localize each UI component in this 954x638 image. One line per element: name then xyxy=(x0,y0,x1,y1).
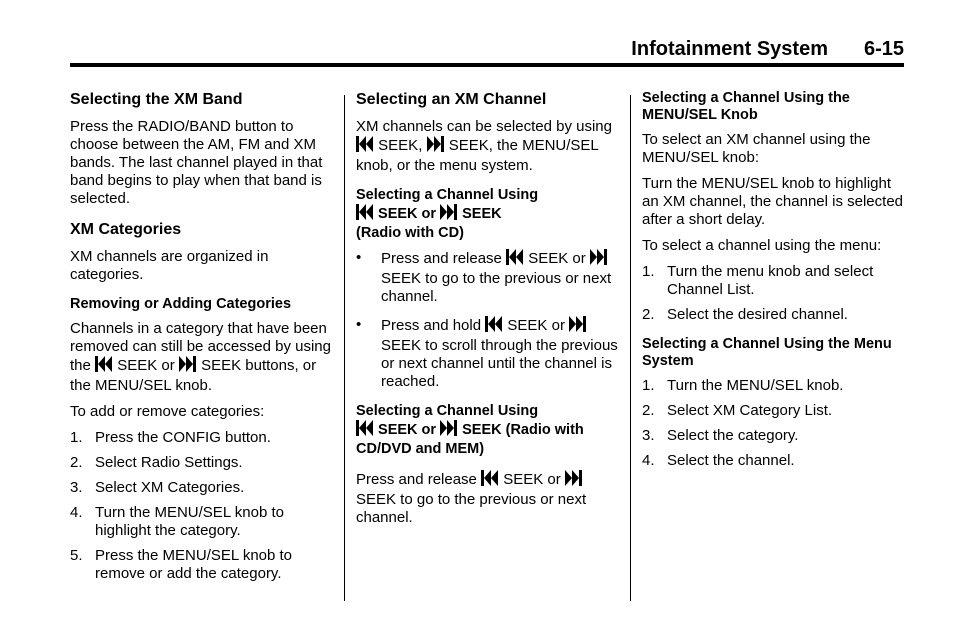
heading-menu-system: Selecting a Channel Using the Menu System xyxy=(642,336,892,369)
steps-list xyxy=(642,377,904,470)
list-item: 3. Select the category. xyxy=(642,427,799,444)
column-divider xyxy=(344,95,345,601)
seek-back-icon xyxy=(356,136,374,157)
seek-back-icon xyxy=(506,249,524,270)
page-header xyxy=(70,38,904,62)
seek-forward-icon xyxy=(565,470,583,491)
list-item: • Press and release SEEK or SEEK to go to the previous or next channel. xyxy=(356,249,612,305)
column-2 xyxy=(356,90,618,535)
paragraph: To select an XM channel using the MENU/SEL knob: xyxy=(642,131,871,166)
seek-back-icon xyxy=(95,356,113,377)
seek-forward-icon xyxy=(440,204,458,225)
column-1 xyxy=(70,90,335,591)
heading-remove-add: Removing or Adding Categories xyxy=(70,296,292,312)
seek-back-icon xyxy=(356,204,374,225)
steps-list xyxy=(70,429,335,583)
list-item: 4. Turn the MENU/SEL knob to highlight the category. xyxy=(70,504,284,539)
column-3 xyxy=(642,90,904,478)
seek-back-icon xyxy=(356,420,374,441)
text: SEEK buttons, or the MENU/SEL knob. xyxy=(70,357,317,394)
heading-seek-radio-cddvd: Selecting a Channel Using SEEK or SEEK (Radio with CD/DVD and MEM) xyxy=(356,403,584,457)
list-item: 1. Press the CONFIG button. xyxy=(70,429,271,446)
header-rule xyxy=(70,63,904,67)
heading-xm-categories: XM Categories xyxy=(70,221,182,238)
steps-list xyxy=(642,263,904,324)
paragraph: To add or remove categories: xyxy=(70,403,265,420)
column-divider xyxy=(630,95,631,601)
seek-forward-icon xyxy=(569,316,587,337)
page-number: 6-15 xyxy=(863,38,904,60)
list-item: 4. Select the channel. xyxy=(642,452,795,469)
paragraph: XM channels are organized in categories. xyxy=(70,248,269,283)
paragraph: Press the RADIO/BAND button to choose between the AM, FM and XM bands. The last channel played in that band begins to play when that band is selected. xyxy=(70,118,323,207)
heading-xm-band: Selecting the XM Band xyxy=(70,91,243,108)
heading-seek-radio-cd: Selecting a Channel Using SEEK or SEEK (Radio with CD) xyxy=(356,187,539,241)
paragraph: To select a channel using the menu: xyxy=(642,237,882,254)
seek-forward-icon xyxy=(427,136,445,157)
text: SEEK or xyxy=(117,357,175,374)
seek-forward-icon xyxy=(590,249,608,270)
bullet-list xyxy=(356,249,618,391)
list-item: 2. Select XM Category List. xyxy=(642,402,833,419)
list-item: 5. Press the MENU/SEL knob to remove or add the category. xyxy=(70,547,293,582)
heading-menusel-knob: Selecting a Channel Using the MENU/SEL Knob xyxy=(642,90,850,123)
heading-xm-channel: Selecting an XM Channel xyxy=(356,91,547,108)
list-item: 3. Select XM Categories. xyxy=(70,479,245,496)
list-item: 1. Turn the MENU/SEL knob. xyxy=(642,377,844,394)
text: Channels in a category that have been removed can still be accessed by using the xyxy=(70,320,331,374)
list-item: 2. Select Radio Settings. xyxy=(70,454,243,471)
paragraph xyxy=(70,320,335,395)
paragraph: Turn the MENU/SEL knob to highlight an XM channel, the channel is selected after a short delay. xyxy=(642,175,903,228)
paragraph: XM channels can be selected by using SEEK, SEEK, the MENU/SEL knob, or the menu system. xyxy=(356,118,612,174)
seek-back-icon xyxy=(481,470,499,491)
section-title: Infotainment System xyxy=(631,38,828,60)
seek-back-icon xyxy=(485,316,503,337)
seek-forward-icon xyxy=(440,420,458,441)
paragraph: Press and release SEEK or SEEK to go to the previous or next channel. xyxy=(356,471,587,526)
seek-forward-icon xyxy=(179,356,197,377)
list-item: • Press and hold SEEK or SEEK to scroll through the previous or next channel until the channel is reached. xyxy=(356,316,618,390)
list-item: 2. Select the desired channel. xyxy=(642,306,848,323)
list-item: 1. Turn the menu knob and select Channel List. xyxy=(642,263,874,298)
